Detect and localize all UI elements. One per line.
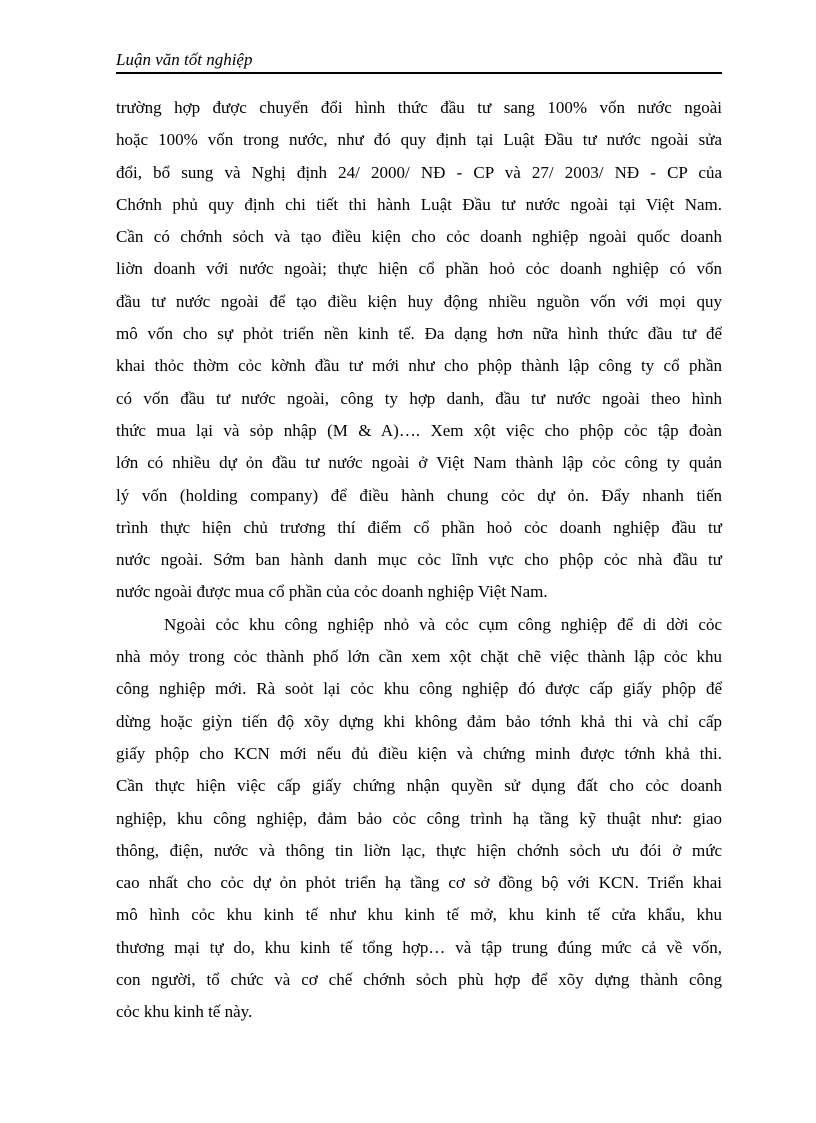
text-line: lớn có nhiều dự ỏn đầu tư nước ngoài ở Việt Nam thành lập cỏc công ty quản [116, 453, 722, 473]
text-line: trường hợp được chuyển đổi hình thức đầu tư sang 100% vốn nước ngoài [116, 98, 722, 117]
text-line: thông, điện, nước và thông tin liờn lạc, thực hiện chớnh sỏch ưu đói ở mức [116, 840, 722, 860]
header-title: Luận văn tốt nghiệp [116, 50, 253, 69]
text-line: trình thực hiện chủ trương thí điểm cổ phần hoỏ cỏc doanh nghiệp đầu tư [116, 517, 722, 537]
running-header [116, 50, 722, 74]
text-line: dừng hoặc giỳn tiến độ xõy dựng khi không đảm bảo tớnh khả thi và chỉ cấp [116, 711, 722, 731]
text-line: mô hình cỏc khu kinh tế như khu kinh tế mở, khu kinh tế cửa khẩu, khu [116, 905, 722, 925]
text-line: khai thỏc thờm cỏc kờnh đầu tư mới như cho phộp thành lập công ty cổ phần [116, 356, 722, 376]
text-line: Cần có chớnh sỏch và tạo điều kiện cho cỏc doanh nghiệp ngoài quốc doanh [116, 227, 722, 247]
text-line: nước ngoài. Sớm ban hành danh mục cỏc lĩnh vực cho phộp cỏc nhà đầu tư [116, 550, 722, 570]
text-line: có vốn đầu tư nước ngoài, công ty hợp danh, đầu tư nước ngoài theo hình [116, 388, 722, 408]
text-line: lý vốn (holding company) để điều hành chung cỏc dự ỏn. Đẩy nhanh tiến [116, 485, 722, 505]
paragraph-1 [116, 92, 722, 609]
text-line: nghiệp, khu công nghiệp, đảm bảo cỏc công trình hạ tầng kỹ thuật như: giao [116, 808, 722, 828]
text-line: giấy phộp cho KCN mới nếu đủ điều kiện và chứng minh được tớnh khả thi. [116, 743, 722, 763]
text-line: nhà mỏy trong cỏc thành phố lớn cần xem xột chặt chẽ việc thành lập cỏc khu [116, 647, 722, 667]
text-line: đổi, bổ sung và Nghị định 24/ 2000/ NĐ - CP và 27/ 2003/ NĐ - CP của [116, 162, 722, 182]
text-line: thương mại tự do, khu kinh tế tổng hợp… và tập trung đúng mức cả về vốn, [116, 937, 722, 957]
text-line: thức mua lại và sỏp nhập (M & A)…. Xem xột việc cho phộp cỏc tập đoàn [116, 420, 722, 440]
paragraph-2 [116, 609, 722, 1029]
text-line: hoặc 100% vốn trong nước, như đó quy định tại Luật Đầu tư nước ngoài sửa [116, 130, 722, 150]
text-line: cao nhất cho cỏc dự ỏn phỏt triển hạ tầng cơ sở đồng bộ với KCN. Triển khai [116, 873, 722, 893]
text-line: công nghiệp mới. Rà soỏt lại cỏc khu công nghiệp đó được cấp giấy phộp để [116, 679, 722, 699]
text-line: đầu tư nước ngoài để tạo điều kiện huy động nhiều nguồn vốn với mọi quy [116, 291, 722, 311]
text-line: Chớnh phủ quy định chi tiết thi hành Luật Đầu tư nước ngoài tại Việt Nam. [116, 194, 722, 214]
text-line: mô vốn cho sự phỏt triển nền kinh tế. Đa dạng hơn nữa hình thức đầu tư để [116, 324, 722, 344]
page-body [116, 92, 722, 1029]
text-line: Cần thực hiện việc cấp giấy chứng nhận quyền sử dụng đất cho cỏc doanh [116, 776, 722, 796]
text-line: con người, tổ chức và cơ chế chớnh sỏch phù hợp để xõy dựng thành công [116, 970, 722, 990]
text-line: cỏc khu kinh tế này. [116, 1002, 253, 1022]
text-line: liờn doanh với nước ngoài; thực hiện cổ phần hoỏ cỏc doanh nghiệp có vốn [116, 259, 722, 279]
text-line: nước ngoài được mua cổ phần của cỏc doanh nghiệp Việt Nam. [116, 582, 548, 602]
text-line: Ngoài cỏc khu công nghiệp nhỏ và cỏc cụm công nghiệp để di dời cỏc [164, 614, 722, 634]
